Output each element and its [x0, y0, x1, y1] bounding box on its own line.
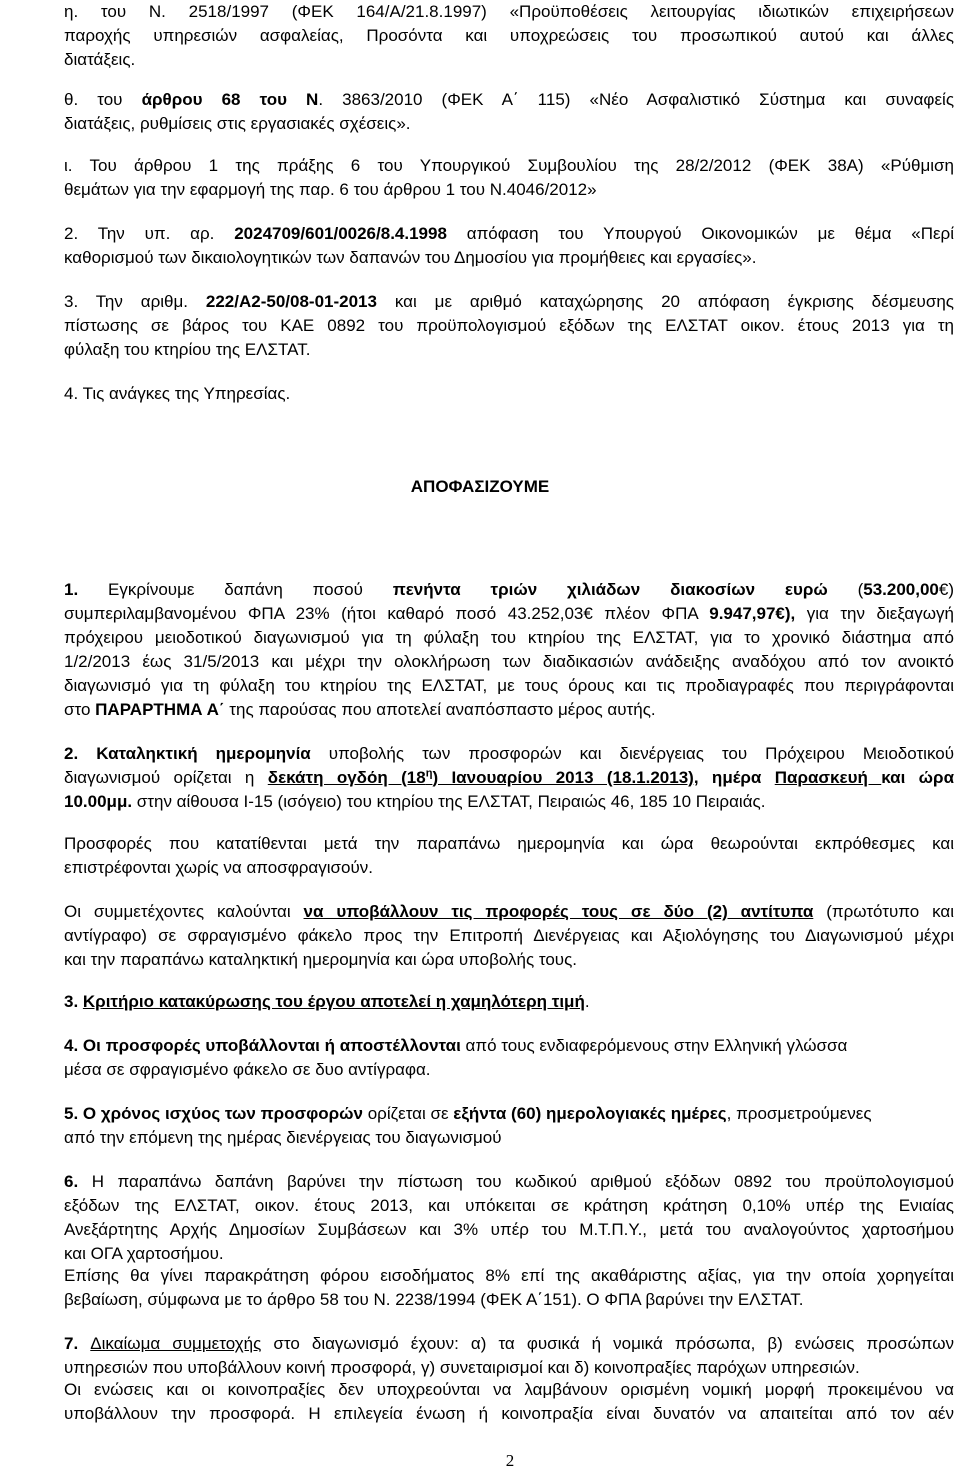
ref-3-rest: και με αριθμό καταχώρησης 20 απόφαση έγκρισης δέσμευσης: [376, 292, 954, 311]
decision-7-right: Δικαίωμα συμμετοχής: [90, 1334, 262, 1353]
decision-1-line-3: πρόχειρου μειοδοτικού διαγωνισμού για τη φύλαξη του κτηρίου της ΕΛΣΤΑΤ, για το χρονικό διάστημα από: [64, 628, 954, 647]
decision-2-line-3: [64, 790, 765, 814]
decision-4-bold: Οι προσφορές υποβάλλονται ή αποστέλλονται: [82, 1036, 461, 1055]
clause-theta-line-2: διατάξεις, ρυθμίσεις στις εργασιακές σχέσεις».: [64, 114, 411, 133]
clause-theta-prefix: θ. του: [64, 90, 142, 109]
decision-3-end: .: [584, 992, 590, 1011]
decision-2-date-rest: ) Ιανουαρίου 2013 (18.1.2013): [432, 768, 694, 787]
decision-2-submit-line-2: αντίγραφο) σε σφραγισμένο φάκελο προς την Επιτροπή Διενέργειας και Αξιολόγησης του Διαγωνισμού μέχρι: [64, 926, 954, 945]
ref-2-prefix: 2. Την υπ. αρ.: [64, 224, 235, 243]
ref-3-line-1: [64, 290, 954, 314]
decision-3-number: 3.: [64, 992, 83, 1011]
clause-iota-line-1: ι. Του άρθρου 1 της πράξης 6 του Υπουργικού Συμβουλίου της 28/2/2012 (ΦΕΚ 38Α) «Ρύθμιση: [64, 156, 954, 175]
decision-2-day-label: , ημέρα: [693, 768, 775, 787]
clause-theta-line-1: [64, 88, 954, 112]
decision-2-submit-copies: να υποβάλλουν τις προφορές τους σε δύο (2) αντίτυπα: [303, 902, 814, 921]
decision-5-days: εξήντα (60) ημερολογιακές ημέρες: [453, 1104, 727, 1123]
decision-2-date: [268, 768, 694, 787]
ref-3-line-2: πίστωσης σε βάρος του ΚΑΕ 0892 του προϋπολογισμού εξόδων της ΕΛΣΤΑΤ οικον. έτους 2013 για τη: [64, 316, 954, 335]
decision-5-text: ορίζεται σε: [363, 1104, 454, 1123]
clause-theta-rest: . 3863/2010 (ΦΕΚ Α΄ 115) «Νέο Ασφαλιστικό Σύστημα και συναφείς: [318, 90, 955, 109]
ref-2-rest: απόφαση του Υπουργού Οικονομικών με θέμα «Περί: [446, 224, 954, 243]
decision-4-line-2: μέσα σε σφραγισμένο φάκελο σε δυο αντίγραφα.: [64, 1060, 431, 1079]
decision-1-text: Εγκρίνουμε δαπάνη ποσού: [78, 580, 393, 599]
ref-2-line-2: καθορισμού των δικαιολογητικών των δαπανών του Δημοσίου για προμήθειες και εργασίες».: [64, 248, 757, 267]
ref-4-line: 4. Τις ανάγκες της Υπηρεσίας.: [64, 384, 291, 403]
decision-5-line-1: [64, 1102, 872, 1126]
decision-1-amount: 53.200,00: [863, 580, 939, 599]
decision-2-line-1: [64, 742, 954, 766]
decision-4-number: 4.: [64, 1036, 83, 1055]
decision-7-line-1: [64, 1332, 954, 1356]
decision-2-submit-rest: (πρωτότυπο και: [813, 902, 954, 921]
decision-1-paren: (: [827, 580, 864, 599]
decision-1-vat-text: συμπεριλαμβανομένου ΦΠΑ 23% (ήτοι καθαρό ποσό 43.252,03€ πλέον ΦΠΑ: [64, 604, 710, 623]
decision-7-line-4: υποβάλλουν την προσφορά. Η επιλεγεία ένωση ή κοινοπραξία είναι δυνατόν να απαιτείται από τον αέν: [64, 1404, 954, 1423]
decision-6-number: 6.: [64, 1172, 79, 1191]
decision-2-location: στην αίθουσα Ι-15 (ισόγειο) του κτηρίου της ΕΛΣΤΑΤ, Πειραιώς 46, 185 10 Πειραιάς.: [132, 792, 766, 811]
decision-3-criterion: Κριτήριο κατακύρωσης του έργου αποτελεί η χαμηλότερη τιμή: [82, 992, 585, 1011]
decision-4-line-1: [64, 1034, 847, 1058]
decision-2-late-line-1: Προσφορές που κατατίθενται μετά την παραπάνω ημερομηνία και ώρα θεωρούνται εκπρόθεσμες και: [64, 834, 954, 853]
decision-6-line-1: [64, 1170, 954, 1194]
decision-2-line-2: [64, 766, 954, 790]
decision-5-number: 5.: [64, 1104, 83, 1123]
decision-2-deadline-label: Καταληκτική ημερομηνία: [96, 744, 311, 763]
decision-1-line-4: 1/2/2013 έως 31/5/2013 και μέχρι την ολοκλήρωση των διαδικασιών ανάδειξης αναδόχου από τον ανοικτό: [64, 652, 954, 671]
decision-1-amount-words: πενήντα τριών χιλιάδων διακοσίων ευρώ: [392, 580, 828, 599]
decision-1-annex-rest: της παρούσας που αποτελεί αναπόσπαστο μέρος αυτής.: [224, 700, 656, 719]
decision-1-vat-amount: 9.947,97€),: [709, 604, 796, 623]
decision-2-date-sup: η: [425, 767, 433, 780]
decision-2-submit-line-1: [64, 900, 954, 924]
decision-2-date-prefix: διαγωνισμού ορίζεται η: [64, 768, 268, 787]
decision-2-submit-line-3: και την παραπάνω καταληκτική ημερομηνία και ώρα υποβολής τους.: [64, 950, 577, 969]
decision-5-line-2: από την επόμενη της ημέρας διενέργειας του διαγωνισμού: [64, 1128, 502, 1147]
decision-6-line-3: Ανεξάρτητης Αρχής Δημοσίων Συμβάσεων και 3% υπέρ του Μ.Τ.Π.Υ., μετά του αναλογούντος χαρτοσήμου: [64, 1220, 954, 1239]
decision-1-line-5: διαγωνισμό για τη φύλαξη του κτηρίου της ΕΛΣΤΑΤ, με τους όρους και τις προδιαγραφές που περιγράφονται: [64, 676, 954, 695]
ref-2-line-1: [64, 222, 954, 246]
decision-2-late-line-2: επιστρέφονται χωρίς να αποσφραγισούν.: [64, 858, 374, 877]
ref-3-line-3: φύλαξη του κτηρίου της ΕΛΣΤΑΤ.: [64, 340, 311, 359]
decision-6-line-2: εξόδων της ΕΛΣΤΑΤ, οικον. έτους 2013, και υπόκειται σε κράτηση κράτηση 0,10% υπέρ της Ενιαίας: [64, 1196, 954, 1215]
decision-1-number: 1.: [64, 580, 79, 599]
decision-2-number: 2.: [64, 744, 97, 763]
decision-4-text: από τους ενδιαφερόμενους στην Ελληνική γλώσσα: [460, 1036, 848, 1055]
decision-2-date-day: δεκάτη ογδόη (18: [267, 768, 426, 787]
clause-eta-line-1: η. του Ν. 2518/1997 (ΦΕΚ 164/Α/21.8.1997) «Προϋποθέσεις λειτουργίας ιδιωτικών επιχειρήσεων: [64, 2, 954, 21]
ref-3-prefix: 3. Την αριθμ.: [64, 292, 206, 311]
decision-1-annex-prefix: στο: [64, 700, 96, 719]
clause-eta-line-2: παροχής υπηρεσιών ασφαλείας, Προσόντα και υποχρεώσεις του προσωπικού αυτού και άλλες: [64, 26, 954, 45]
page-number: 2: [505, 1451, 515, 1470]
decision-1-currency: €): [938, 580, 955, 599]
ref-2-bold: 2024709/601/0026/8.4.1998: [234, 224, 447, 243]
decision-5-rest: , προσμετρούμενες: [726, 1104, 872, 1123]
decision-1-annex: ΠΑΡΑΡΤΗΜΑ Α΄: [95, 700, 225, 719]
decision-2-time-label: και ώρα: [881, 768, 955, 787]
decision-2-text: υποβολής των προσφορών και διενέργειας του Πρόχειρου Μειοδοτικού: [310, 744, 954, 763]
decision-6-line-4: και ΟΓΑ χαρτοσήμου.: [64, 1244, 224, 1263]
decision-2-time: 10.00μμ.: [64, 792, 133, 811]
decision-6-line-5: Επίσης θα γίνει παρακράτηση φόρου εισοδήματος 8% επί της ακαθάριστης αξίας, για την οποία χορηγείται: [64, 1266, 954, 1285]
decision-2-weekday: Παρασκευή: [774, 768, 882, 787]
decision-7-line-2: υπηρεσιών που υποβάλλουν κοινή προσφορά, γ) συνεταιρισμοί και δ) κοινοπραξίες παρόχων υπηρεσιών.: [64, 1358, 860, 1377]
decision-6-line-6: βεβαίωση, σύμφωνα με το άρθρο 58 του Ν. 2238/1994 (ΦΕΚ Α΄151). Ο ΦΠΑ βαρύνει την ΕΛΣΤΑΤ.: [64, 1290, 804, 1309]
decision-1-line-2: [64, 602, 954, 626]
decision-1-vat-rest: για την διεξαγωγή: [795, 604, 954, 623]
clause-theta-bold: άρθρου 68 του Ν: [141, 90, 319, 109]
decision-3-line: [64, 990, 590, 1014]
ref-3-bold: 222/Α2-50/08-01-2013: [205, 292, 377, 311]
decision-7-line-3: Οι ενώσεις και οι κοινοπραξίες δεν υποχρεούνται να λαμβάνουν ορισμένη νομική μορφή προκειμένου να: [64, 1380, 954, 1399]
decision-1-line-1: [64, 578, 954, 602]
clause-iota-line-2: θεμάτων για την εφαρμογή της παρ. 6 του άρθρου 1 του Ν.4046/2012»: [64, 180, 597, 199]
decision-7-text: στο διαγωνισμό έχουν: α) τα φυσικά ή νομικά πρόσωπα, β) ενώσεις προσώπων: [261, 1334, 954, 1353]
decision-1-line-6: [64, 698, 656, 722]
decision-7-number: 7.: [64, 1334, 91, 1353]
clause-eta-line-3: διατάξεις.: [64, 50, 136, 69]
decision-6-text: Η παραπάνω δαπάνη βαρύνει την πίστωση του κωδικού αριθμού εξόδων 0892 του προϋπολογισμού: [78, 1172, 954, 1191]
decision-heading: ΑΠΟΦΑΣΙΖΟΥΜΕ: [410, 477, 550, 496]
decision-2-submit-prefix: Οι συμμετέχοντες καλούνται: [64, 902, 304, 921]
decision-5-bold: Ο χρόνος ισχύος των προσφορών: [82, 1104, 363, 1123]
